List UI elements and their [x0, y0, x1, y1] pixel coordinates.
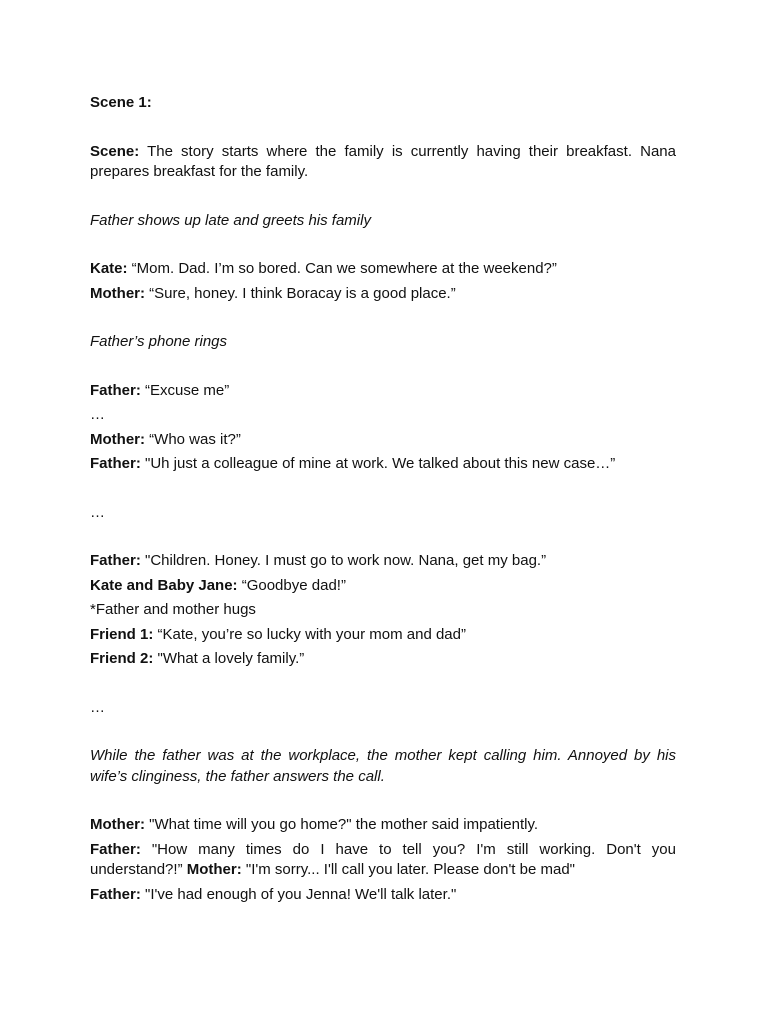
dialogue-line-friend-1 [90, 625, 676, 646]
dialogue-text: "I've had enough of you Jenna! We'll talk later." [140, 885, 457, 903]
ellipsis-1: … [90, 406, 105, 423]
speaker-name: Father: [90, 885, 141, 903]
speaker-name: Friend 1: [90, 625, 154, 643]
dialogue-text: "How many times do I have to tell you? I'm still working. Don't you understand?!” [90, 840, 676, 878]
stage-direction-3: While the father was at the workplace, the mother kept calling him. Annoyed by his wife’s clinginess, the father answers the call. [90, 747, 676, 785]
dialogue-text: "Children. Honey. I must go to work now. Nana, get my bag.” [140, 552, 547, 569]
speaker-name: Mother: [90, 430, 145, 448]
scene-heading: Scene 1: [90, 94, 152, 111]
dialogue-line-father-5 [90, 885, 676, 906]
document-page [90, 93, 676, 905]
dialogue-line-kids [90, 576, 676, 597]
stage-note-hug: *Father and mother hugs [90, 601, 256, 618]
dialogue-line-father-3 [90, 551, 676, 572]
stage-direction-1: Father shows up late and greets his family [90, 211, 371, 229]
speaker-name: Friend 2: [90, 650, 154, 667]
dialogue-line-father-1 [90, 381, 676, 402]
dialogue-text: "What time will you go home?" the mother said impatiently. [145, 816, 539, 833]
speaker-name: Mother: [90, 816, 145, 833]
dialogue-line-friend-2 [90, 649, 676, 670]
dialogue-line-mother-2 [90, 430, 676, 451]
scene-label: Scene: [90, 142, 140, 160]
speaker-name: Father: [90, 455, 141, 472]
speaker-name: Father: [90, 381, 141, 399]
ellipsis-2: … [90, 503, 105, 521]
stage-direction-2: Father’s phone rings [90, 333, 228, 350]
dialogue-text: “Goodbye dad!” [237, 576, 346, 594]
speaker-name: Kate: [90, 260, 128, 277]
dialogue-line-mother-3 [90, 815, 676, 836]
scene-description [90, 142, 676, 183]
scene-text: The story starts where the family is currently having their breakfast. Nana prepares breakfast for the family. [90, 142, 676, 180]
dialogue-text: "What a lovely family.” [153, 650, 305, 667]
speaker-name: Kate and Baby Jane: [90, 576, 238, 594]
dialogue-text: “Who was it?” [145, 430, 241, 448]
speaker-name: Mother: [90, 284, 145, 302]
ellipsis-3: … [90, 698, 105, 716]
dialogue-line-mother-1 [90, 284, 676, 305]
dialogue-line-father-4 [90, 840, 676, 881]
dialogue-line-kate-1 [90, 259, 676, 280]
dialogue-text: “Kate, you’re so lucky with your mom and dad” [153, 625, 466, 643]
dialogue-text: “Sure, honey. I think Boracay is a good place.” [145, 284, 456, 302]
dialogue-line-father-2 [90, 454, 676, 475]
dialogue-text: "Uh just a colleague of mine at work. We talked about this new case…” [140, 455, 616, 472]
dialogue-text: “Mom. Dad. I’m so bored. Can we somewhere at the weekend?” [127, 260, 557, 277]
speaker-name-2: Mother: [186, 861, 242, 878]
speaker-name: Father: [90, 840, 141, 858]
speaker-name: Father: [90, 552, 141, 569]
dialogue-text-2: "I'm sorry... I'll call you later. Please don't be mad" [241, 861, 576, 878]
dialogue-text: “Excuse me” [140, 381, 230, 399]
